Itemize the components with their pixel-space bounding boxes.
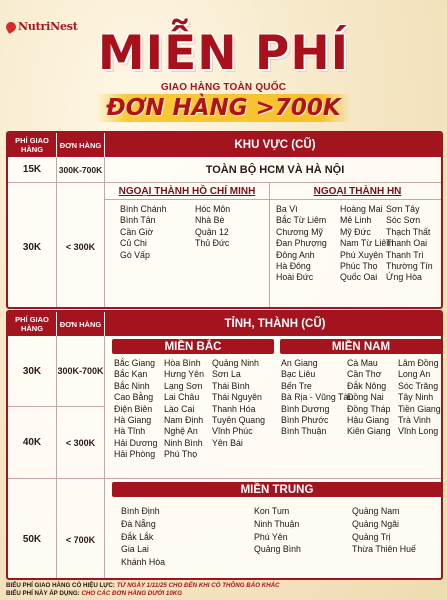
list-item: Vĩnh Long <box>398 426 439 437</box>
title-wrap <box>0 28 447 80</box>
list-item: An Giang <box>281 358 318 368</box>
validity-label: BIỂU PHÍ GIAO HÀNG CÓ HIỆU LỰC: <box>6 582 115 589</box>
list-item: Trà Vinh <box>398 415 431 426</box>
footer-notes <box>0 582 447 600</box>
list-item: Hòa Bình <box>164 358 201 368</box>
list-item: Yên Bái <box>212 437 243 448</box>
order-range: < 700K <box>65 534 96 545</box>
list-item: Phú Thọ <box>164 449 198 460</box>
list-item: Nhà Bè <box>195 215 225 226</box>
list-item: Bắc Ninh <box>114 380 150 391</box>
list-item: Đông Anh <box>276 249 315 260</box>
list-item: Thạch Thất <box>386 226 431 237</box>
order-threshold-text: ĐƠN HÀNG >700K <box>96 94 351 122</box>
list-item: Hoài Đức <box>276 272 314 283</box>
north-province-list <box>164 358 204 461</box>
list-item: Vĩnh Phúc <box>212 426 253 437</box>
list-item: Đan Phượng <box>276 238 327 249</box>
central-province-list <box>352 505 416 556</box>
list-item: Ứng Hòa <box>386 272 422 283</box>
brand-name: NutriNest <box>18 20 78 33</box>
list-item: Cần Thơ <box>347 369 382 380</box>
list-item: Phú Yên <box>254 531 288 542</box>
fee-value: 40K <box>22 437 42 448</box>
list-item: Sơn Tây <box>386 204 420 214</box>
list-item: Quảng Bình <box>254 544 301 555</box>
column-divider <box>104 336 105 580</box>
list-item: Bắc Từ Liêm <box>276 215 327 226</box>
list-item: Lâm Đồng <box>398 358 439 368</box>
hcm-district-list <box>120 204 166 261</box>
list-item: Hà Đông <box>276 261 311 272</box>
page-title: MIỄN PHÍ <box>97 26 350 81</box>
list-item: Bà Rịa - Vũng Tàu <box>281 392 354 403</box>
city-fee-table <box>6 131 443 309</box>
list-item: Gò Vấp <box>120 249 150 260</box>
list-item: Bắc Giang <box>114 358 156 368</box>
list-item: Ninh Thuận <box>254 518 300 529</box>
region-column-header: KHU VỰC (CŨ) <box>105 133 443 157</box>
list-item: Hà Tĩnh <box>114 426 146 437</box>
list-item: Đắk Lắk <box>121 531 154 542</box>
list-item: Bạc Liêu <box>281 369 316 380</box>
hanoi-district-list <box>276 204 327 284</box>
order-threshold <box>0 94 447 122</box>
south-region-title: MIỀN NAM <box>280 339 442 354</box>
list-item: Mê Linh <box>340 215 372 226</box>
south-province-list <box>398 358 441 438</box>
order-range: 300K-700K <box>57 365 104 376</box>
list-item: Quảng Nam <box>352 506 400 516</box>
list-item: Thủ Đức <box>195 238 230 249</box>
applicability-label: BIỂU PHÍ NÀY ÁP DỤNG: <box>6 590 80 597</box>
fee-column-header: PHÍ GIAO HÀNG <box>8 133 56 157</box>
list-item: Quận 12 <box>195 226 229 237</box>
list-item: Bình Dương <box>281 403 330 414</box>
list-item: Nam Định <box>164 415 204 426</box>
list-item: Bình Chánh <box>120 204 167 214</box>
fee-value: 50K <box>22 534 42 545</box>
hcm-suburbs-title: NGOẠI THÀNH HỒ CHÍ MINH <box>118 185 256 197</box>
list-item: Thanh Trì <box>386 249 424 260</box>
list-item: Nam Từ Liêm <box>340 238 394 249</box>
hcm-district-list <box>195 204 230 250</box>
list-item: Nghệ An <box>164 426 198 437</box>
order-column-header: ĐƠN HÀNG <box>57 133 104 157</box>
list-item: Hải Dương <box>114 437 158 448</box>
list-item: Thái Bình <box>212 380 250 391</box>
list-item: Lào Cai <box>164 403 195 414</box>
north-region-title: MIỀN BẮC <box>112 339 274 354</box>
row-divider <box>105 199 443 200</box>
list-item: Thừa Thiên Huế <box>352 544 416 555</box>
list-item: Bình Thuận <box>281 426 327 437</box>
list-item: Bình Tân <box>120 215 156 226</box>
applicability-value: CHO CÁC ĐƠN HÀNG DƯỚI 10KG <box>81 590 183 597</box>
list-item: Hoàng Mai <box>340 204 383 214</box>
list-item: Khánh Hòa <box>121 557 166 568</box>
hanoi-suburbs-title: NGOẠI THÀNH HN <box>313 185 402 197</box>
list-item: Bình Định <box>121 506 160 516</box>
row-divider <box>8 478 443 479</box>
column-divider <box>104 157 105 309</box>
list-item: Tây Ninh <box>398 392 434 403</box>
list-item: Kon Tum <box>254 506 290 516</box>
list-item: Chương Mỹ <box>276 226 323 237</box>
list-item: Mỹ Đức <box>340 226 371 237</box>
validity-note <box>6 582 447 590</box>
list-item: Bình Phước <box>281 415 329 426</box>
list-item: Quảng Ngãi <box>352 518 399 529</box>
region-value: TOÀN BỘ HCM VÀ HÀ NỘI <box>205 163 345 176</box>
order-column-header: ĐƠN HÀNG <box>57 312 104 336</box>
list-item: Sóc Trăng <box>398 380 439 391</box>
list-item: Đồng Nai <box>347 392 384 403</box>
list-item: Kiên Giang <box>347 426 391 437</box>
order-range: 300K-700K <box>58 164 103 175</box>
list-item: Thanh Hóa <box>212 403 256 414</box>
central-province-list <box>121 505 165 569</box>
region-column-header: TỈNH, THÀNH (CŨ) <box>105 312 443 336</box>
list-item: Hà Giang <box>114 415 152 426</box>
list-item: Củ Chi <box>120 238 147 249</box>
list-item: Gia Lai <box>121 544 149 555</box>
list-item: Sóc Sơn <box>386 215 421 226</box>
hanoi-district-list <box>386 204 433 284</box>
list-item: Ba Vì <box>276 204 298 214</box>
list-item: Phúc Thọ <box>340 261 378 272</box>
list-item: Đà Nẵng <box>121 518 156 529</box>
list-item: Lạng Sơn <box>164 380 203 391</box>
list-item: Bến Tre <box>281 380 312 391</box>
list-item: Bắc Kạn <box>114 369 148 380</box>
list-item: Long An <box>398 369 431 380</box>
list-item: Hóc Môn <box>195 204 231 214</box>
fee-value: 30K <box>22 365 42 377</box>
list-item: Thanh Oai <box>386 238 428 249</box>
south-province-list <box>347 358 391 438</box>
list-item: Quốc Oai <box>340 272 378 283</box>
list-item: Điện Biên <box>114 403 153 414</box>
list-item: Quảng Trị <box>352 531 391 542</box>
list-item: Cà Mau <box>347 358 378 368</box>
list-item: Thái Nguyên <box>212 392 262 403</box>
list-item: Quảng Ninh <box>212 358 259 368</box>
province-fee-table <box>6 310 443 580</box>
list-item: Phú Xuyên <box>340 249 384 260</box>
fee-value: 15K <box>22 164 42 175</box>
list-item: Cao Bằng <box>114 392 154 403</box>
central-region-title: MIỀN TRUNG <box>112 482 442 497</box>
list-item: Tiền Giang <box>398 403 441 414</box>
list-item: Hưng Yên <box>164 369 204 380</box>
list-item: Lai Châu <box>164 392 200 403</box>
north-province-list <box>212 358 265 449</box>
fee-column-header: PHÍ GIAO HÀNG <box>8 312 56 336</box>
list-item: Tuyên Quang <box>212 415 265 426</box>
order-range: < 300K <box>65 437 96 448</box>
column-divider <box>269 183 270 309</box>
north-province-list <box>114 358 157 461</box>
fee-value: 30K <box>22 241 42 253</box>
page-subtitle: GIAO HÀNG TOÀN QUỐC <box>160 82 287 93</box>
south-province-list <box>281 358 353 438</box>
list-item: Thường Tín <box>386 261 433 272</box>
validity-value: TỪ NGÀY 1/11/25 CHO ĐẾN KHI CÓ THÔNG BÁO KHÁC <box>116 582 280 589</box>
applicability-note <box>6 590 447 598</box>
list-item: Cần Giờ <box>120 226 154 237</box>
list-item: Ninh Bình <box>164 437 203 448</box>
list-item: Đồng Tháp <box>347 403 391 414</box>
list-item: Hậu Giang <box>347 415 390 426</box>
list-item: Đắk Nông <box>347 380 387 391</box>
central-province-list <box>254 505 301 556</box>
list-item: Hải Phòng <box>114 449 156 460</box>
order-range: < 300K <box>65 242 96 252</box>
list-item: Sơn La <box>212 369 241 380</box>
